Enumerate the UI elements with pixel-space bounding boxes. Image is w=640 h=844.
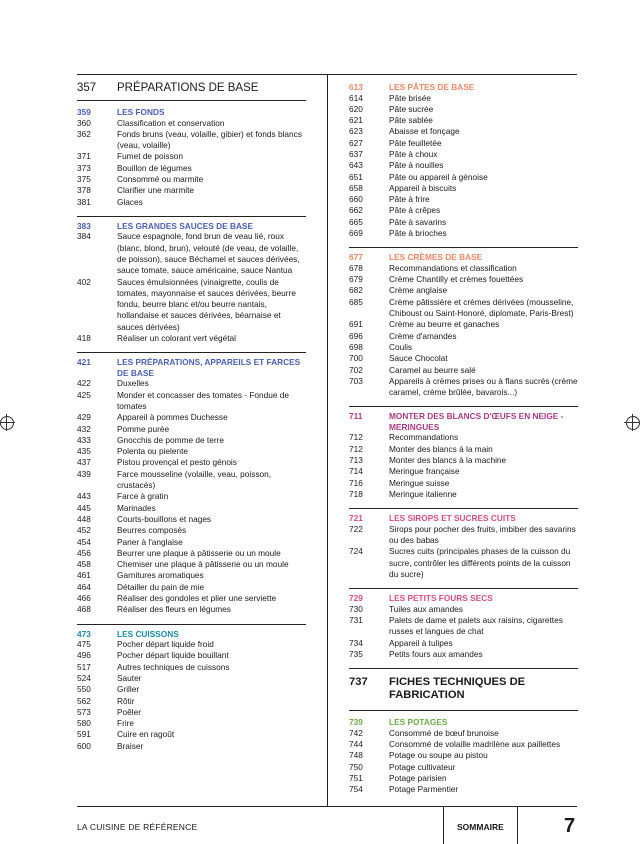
entry-title: Pâte à savarins (389, 216, 447, 227)
section-number: 473 (77, 628, 91, 639)
entry-page-number: 461 (77, 570, 91, 581)
toc-entry[interactable] (349, 489, 578, 500)
toc-entry[interactable] (349, 762, 578, 773)
toc-entry[interactable] (349, 455, 578, 466)
toc-entry[interactable] (77, 197, 306, 208)
entry-title: Consommé de volaille madrilène aux paillettes (389, 738, 561, 749)
entry-page-number: 466 (77, 592, 91, 603)
entry-page-number: 496 (77, 650, 91, 661)
entry-title: Meringue italienne (389, 488, 457, 499)
entry-page-number: 371 (77, 151, 91, 162)
section-title: LES CRÈMES DE BASE (389, 252, 483, 263)
toc-entry[interactable] (77, 570, 306, 581)
entry-title: Monter des blancs à la machine (389, 455, 507, 466)
toc-entry[interactable] (77, 718, 306, 729)
toc-entry[interactable] (77, 662, 306, 673)
toc-entry[interactable] (349, 149, 578, 160)
section-title: LES CUISSONS (117, 628, 179, 639)
entry-title: Meringue française (389, 466, 460, 477)
toc-entry[interactable] (349, 126, 578, 137)
section-number: 613 (349, 82, 363, 92)
toc-entry[interactable] (349, 546, 578, 580)
section-number: 729 (349, 593, 363, 604)
entry-page-number: 475 (77, 639, 91, 650)
entry-page-number: 452 (77, 525, 91, 536)
entry-page-number: 432 (77, 423, 91, 434)
chapter-title: FICHES TECHNIQUES DE FABRICATION (389, 676, 526, 702)
registration-mark-icon (626, 416, 640, 430)
entry-page-number: 754 (349, 784, 363, 795)
right-column (349, 82, 578, 795)
entry-page-number: 703 (349, 375, 363, 386)
entry-title: Pâte feuilletée (389, 137, 442, 148)
entry-page-number: 734 (349, 637, 363, 648)
entry-page-number: 744 (349, 738, 363, 749)
entry-title: Clarifier une marmite (117, 185, 194, 196)
entry-title: Braiser (117, 740, 144, 751)
entry-title: Recommandations et classification (389, 262, 517, 273)
entry-page-number: 373 (77, 162, 91, 173)
entry-page-number: 716 (349, 477, 363, 488)
toc-entry[interactable] (77, 491, 306, 502)
entry-page-number: 685 (349, 296, 363, 307)
entry-page-number: 439 (77, 468, 91, 479)
entry-title: Pâte sablée (389, 115, 433, 126)
toc-entry[interactable] (349, 274, 578, 285)
section-title: LES FONDS (117, 107, 165, 117)
entry-page-number: 458 (77, 559, 91, 570)
entry-title: Appareil à tulipes (389, 637, 453, 648)
toc-entry[interactable] (349, 649, 578, 660)
toc-entry[interactable] (349, 228, 578, 239)
right-sections (349, 82, 578, 660)
entry-page-number: 445 (77, 502, 91, 513)
entry-page-number: 627 (349, 137, 363, 148)
entry-page-number: 714 (349, 466, 363, 477)
entry-title: Duxelles (117, 378, 149, 389)
entry-title: Crème pâtissière et crèmes dérivées (mousseline, Chiboust ou Saint-Honoré, diplomate, Paris-Brest) (389, 296, 574, 319)
entry-title: Coulis (389, 341, 413, 352)
section-title: LES POTAGES (389, 717, 448, 728)
toc-entry[interactable] (77, 163, 306, 174)
section-divider (349, 668, 578, 669)
entry-page-number: 591 (77, 729, 91, 740)
section-heading (349, 252, 578, 263)
entry-title: Appareils à crèmes prises ou à flans sucrés (crème caramel, crème brûlée, bavarois...) (389, 375, 578, 398)
footer-section-label: SOMMAIRE (457, 822, 504, 832)
entry-title: Pâte à choux (389, 148, 438, 159)
section-divider (349, 406, 578, 407)
toc-entry[interactable] (77, 185, 306, 196)
toc-entry[interactable] (77, 129, 306, 152)
entry-title: Polenta ou pielente (117, 446, 189, 457)
entry-title: Potage cultivateur (389, 761, 456, 772)
registration-mark-icon (0, 416, 14, 430)
entry-title: Appareil à pommes Duchesse (117, 412, 228, 423)
entry-title: Griller (117, 684, 140, 695)
toc-entry[interactable] (349, 773, 578, 784)
toc-entry[interactable] (77, 118, 306, 129)
entry-page-number: 669 (349, 228, 363, 239)
section-heading (77, 629, 306, 640)
entry-title: Sauter (117, 672, 142, 683)
entry-page-number: 422 (77, 378, 91, 389)
entry-page-number: 658 (349, 182, 363, 193)
entry-title: Farce à gratin (117, 491, 169, 502)
toc-entry[interactable] (77, 469, 306, 492)
chapter-heading-fiches (349, 672, 578, 711)
entry-page-number: 713 (349, 455, 363, 466)
toc-entry[interactable] (77, 514, 306, 525)
toc-entry[interactable] (77, 151, 306, 162)
entry-page-number: 614 (349, 92, 363, 103)
footer-separator (517, 806, 518, 844)
toc-entry[interactable] (349, 604, 578, 615)
entry-page-number: 378 (77, 185, 91, 196)
entry-page-number: 437 (77, 457, 91, 468)
section-heading (349, 513, 578, 524)
entry-title: Palets de dame et palets aux raisins, cigarettes russes et langues de chat (389, 614, 563, 637)
entry-page-number: 524 (77, 672, 91, 683)
entry-page-number: 621 (349, 115, 363, 126)
entry-page-number: 700 (349, 353, 363, 364)
toc-entry[interactable] (77, 604, 306, 615)
entry-page-number: 665 (349, 216, 363, 227)
entry-title: Paner à l'anglaise (117, 536, 183, 547)
toc-entry[interactable] (349, 365, 578, 376)
entry-title: Bouillon de légumes (117, 162, 192, 173)
toc-entry[interactable] (349, 160, 578, 171)
chapter-number: 737 (349, 676, 368, 689)
entry-title: Courts-bouillons et nages (117, 513, 212, 524)
entry-title: Appareil à biscuits (389, 182, 457, 193)
toc-entry[interactable] (349, 478, 578, 489)
toc-entry[interactable] (349, 194, 578, 205)
section-number: 677 (349, 252, 363, 263)
entry-page-number: 620 (349, 103, 363, 114)
toc-entry[interactable] (77, 537, 306, 548)
entry-title: Farce mousseline (volaille, veau, poisson, crustacés) (117, 468, 272, 491)
toc-entry[interactable] (77, 333, 306, 344)
toc-entry[interactable] (349, 263, 578, 274)
entry-title: Crème Chantilly et crèmes fouettées (389, 274, 524, 285)
entry-page-number: 360 (77, 117, 91, 128)
toc-entry[interactable] (349, 466, 578, 477)
entry-page-number: 682 (349, 285, 363, 296)
entry-title: Chemiser une plaque à pâtisserie ou un moule (117, 559, 289, 570)
toc-entry[interactable] (349, 115, 578, 126)
toc-entry[interactable] (77, 673, 306, 684)
entry-page-number: 600 (77, 740, 91, 751)
toc-entry[interactable] (349, 728, 578, 739)
entry-page-number: 702 (349, 364, 363, 375)
entry-title: Consommé ou marmite (117, 173, 204, 184)
toc-entry[interactable] (349, 739, 578, 750)
section-number: 421 (77, 357, 91, 368)
entry-title: Fonds bruns (veau, volaille, gibier) et fonds blancs (veau, volaille) (117, 128, 302, 151)
entry-page-number: 375 (77, 173, 91, 184)
footer-separator (443, 806, 444, 844)
entry-title: Détailler du pain de mie (117, 581, 205, 592)
entry-page-number: 550 (77, 684, 91, 695)
left-sections (77, 107, 306, 752)
toc-entry[interactable] (349, 342, 578, 353)
toc-entry[interactable] (349, 432, 578, 443)
toc-entry[interactable] (349, 750, 578, 761)
entry-page-number: 712 (349, 443, 363, 454)
toc-entry[interactable] (77, 174, 306, 185)
section-heading (349, 82, 578, 93)
section-number: 711 (349, 411, 363, 422)
entry-title: Crème anglaise (389, 285, 448, 296)
entry-page-number: 724 (349, 546, 363, 557)
toc-entry[interactable] (349, 138, 578, 149)
entry-page-number: 712 (349, 432, 363, 443)
section-divider (77, 624, 306, 625)
entry-title: Rôtir (117, 695, 135, 706)
entry-page-number: 731 (349, 614, 363, 625)
entry-page-number: 454 (77, 536, 91, 547)
entry-title: Poêler (117, 706, 141, 717)
toc-entry[interactable] (77, 696, 306, 707)
toc-entry[interactable] (77, 277, 306, 333)
entry-page-number: 384 (77, 231, 91, 242)
entry-title: Pâte à nouilles (389, 160, 444, 171)
entry-page-number: 448 (77, 513, 91, 524)
entry-title: Réaliser des fleurs en légumes (117, 604, 231, 615)
toc-entry[interactable] (77, 729, 306, 740)
page-number: 7 (564, 815, 576, 837)
toc-entry[interactable] (349, 319, 578, 330)
entry-page-number: 580 (77, 718, 91, 729)
entry-title: Pâte ou appareil à génoise (389, 171, 488, 182)
toc-entry[interactable] (77, 446, 306, 457)
toc-entry[interactable] (77, 378, 306, 389)
entry-page-number: 662 (349, 205, 363, 216)
toc-entry[interactable] (349, 297, 578, 320)
entry-page-number: 643 (349, 160, 363, 171)
entry-title: Pâte brisée (389, 92, 431, 103)
entry-title: Pocher départ liquide bouillant (117, 650, 229, 661)
entry-page-number: 735 (349, 648, 363, 659)
entry-title: Potage parisien (389, 772, 447, 783)
entry-page-number: 698 (349, 341, 363, 352)
entry-page-number: 651 (349, 171, 363, 182)
entry-page-number: 722 (349, 523, 363, 534)
toc-entry[interactable] (349, 104, 578, 115)
toc-entry[interactable] (77, 639, 306, 650)
entry-title: Réaliser des gondoles et plier une serviette (117, 592, 277, 603)
toc-entry[interactable] (77, 412, 306, 423)
entry-title: Abaisse et fonçage (389, 126, 460, 137)
section-divider (349, 588, 578, 589)
entry-page-number: 718 (349, 488, 363, 499)
section-number: 721 (349, 513, 363, 524)
entry-page-number: 730 (349, 603, 363, 614)
entry-title: Pocher départ liquide froid (117, 639, 214, 650)
toc-entry[interactable] (77, 503, 306, 514)
chapter-number: 357 (77, 82, 97, 94)
footer-rule (77, 806, 577, 807)
section-title: LES GRANDES SAUCES DE BASE (117, 220, 253, 231)
entry-title: Sauce Chocolat (389, 353, 448, 364)
toc-entry[interactable] (77, 435, 306, 446)
entry-page-number: 623 (349, 126, 363, 137)
entry-page-number: 678 (349, 262, 363, 273)
footer-book-title: LA CUISINE DE RÉFÉRENCE (77, 822, 198, 832)
entry-page-number: 443 (77, 491, 91, 502)
section-divider (77, 216, 306, 217)
entry-page-number: 468 (77, 604, 91, 615)
section-title: LES PÂTES DE BASE (389, 82, 475, 92)
toc-entry[interactable] (349, 285, 578, 296)
toc-entry[interactable] (77, 593, 306, 604)
entry-title: Pâte à frire (389, 194, 430, 205)
entry-page-number: 425 (77, 389, 91, 400)
section-heading (349, 411, 578, 432)
entry-page-number: 517 (77, 661, 91, 672)
entry-title: Monter des blancs à la main (389, 443, 493, 454)
entry-page-number: 402 (77, 276, 91, 287)
section-number: 359 (77, 107, 91, 117)
entry-title: Monder et concasser des tomates - Fondue de tomates (117, 389, 290, 411)
entry-page-number: 750 (349, 761, 363, 772)
toc-entry[interactable] (77, 650, 306, 661)
entry-page-number: 562 (77, 695, 91, 706)
section-title: LES SIROPS ET SUCRES CUITS (389, 513, 516, 524)
entry-page-number: 435 (77, 446, 91, 457)
toc-entry[interactable] (349, 615, 578, 638)
section-heading (77, 221, 306, 232)
entry-page-number: 742 (349, 727, 363, 738)
entry-page-number: 691 (349, 319, 363, 330)
entry-title: Garnitures aromatiques (117, 570, 204, 581)
toc-entry[interactable] (77, 741, 306, 752)
column-divider (327, 74, 328, 806)
entry-page-number: 429 (77, 412, 91, 423)
entry-title: Crème au beurre et ganaches (389, 319, 500, 330)
entry-title: Crème d'amandes (389, 330, 457, 341)
entry-title: Recommandations (389, 432, 459, 443)
entry-title: Frire (117, 718, 135, 729)
section-heading (77, 107, 306, 118)
entry-title: Pomme purée (117, 423, 170, 434)
entry-title: Classification et conservation (117, 117, 225, 128)
toc-entry[interactable] (77, 684, 306, 695)
entry-title: Tuiles aux amandes (389, 603, 463, 614)
entry-title: Cuire en ragoût (117, 729, 175, 740)
entry-page-number: 464 (77, 581, 91, 592)
entry-title: Sauce espagnole, fond brun de veau lié, roux (blanc, blond, brun), velouté (de veau, de volaille, de poisson), sauce Béchamel et sauces dérivées, sauce tomate, sauce américaine, sauce Nantua (117, 231, 300, 276)
toc-entry[interactable] (77, 707, 306, 718)
entry-title: Meringue suisse (389, 477, 450, 488)
chapter-heading (77, 82, 306, 101)
toc-entry[interactable] (77, 457, 306, 468)
toc-entry[interactable] (349, 331, 578, 342)
entry-title: Pâte à crêpes (389, 205, 441, 216)
section-heading (349, 593, 578, 604)
entry-page-number: 748 (349, 750, 363, 761)
entry-page-number: 573 (77, 706, 91, 717)
toc-entry[interactable] (349, 172, 578, 183)
toc-entry[interactable] (349, 93, 578, 104)
toc-entry[interactable] (77, 559, 306, 570)
entry-title: Consommé de bœuf brunoise (389, 727, 499, 738)
entry-page-number: 751 (349, 772, 363, 783)
toc-entry[interactable] (77, 582, 306, 593)
entry-title: Beurrer une plaque à pâtisserie ou un moule (117, 547, 281, 558)
section-number: 739 (349, 717, 363, 728)
toc-entry[interactable] (349, 638, 578, 649)
toc-entry[interactable] (77, 231, 306, 276)
toc-entry[interactable] (77, 548, 306, 559)
toc-entry[interactable] (77, 525, 306, 536)
entry-title: Pâte à brioches (389, 228, 447, 239)
entry-title: Sauces émulsionnées (vinaigrette, coulis de tomates, mayonnaise et sauces dérivées, beurre fondu, beurre blanc et/ou beurre nantais, hollandaise et sauces dérivées, béarnaise et sauces dérivées) (117, 276, 296, 332)
entry-title: Pistou provençal et pesto génois (117, 457, 237, 468)
entry-title: Caramel au beurre salé (389, 364, 476, 375)
entry-title: Réaliser un colorant vert végétal (117, 333, 236, 344)
section-divider (349, 247, 578, 248)
toc-entry[interactable] (77, 424, 306, 435)
section-divider (349, 508, 578, 509)
toc-entry[interactable] (349, 183, 578, 194)
entry-title: Sirops pour pocher des fruits, imbiber des savarins ou des babas (389, 523, 576, 545)
entry-title: Sucres cuits (principales phases de la cuisson du sucre, contrôler les différents points de la cuisson du sucre) (389, 546, 571, 579)
potages-section (349, 717, 578, 795)
entry-page-number: 433 (77, 434, 91, 445)
entry-title: Autres techniques de cuissons (117, 661, 230, 672)
entry-page-number: 679 (349, 274, 363, 285)
entry-title: Potage ou soupe au pistou (389, 750, 488, 761)
section-heading (349, 717, 578, 728)
entry-page-number: 418 (77, 333, 91, 344)
entry-page-number: 362 (77, 128, 91, 139)
entry-title: Beurres composés (117, 525, 187, 536)
entry-title: Fumet de poisson (117, 151, 183, 162)
entry-title: Marinades (117, 502, 156, 513)
chapter-title: PRÉPARATIONS DE BASE (117, 82, 259, 94)
entry-title: Glaces (117, 196, 143, 207)
section-number: 383 (77, 220, 91, 231)
entry-title: Gnocchis de pomme de terre (117, 434, 224, 445)
entry-page-number: 637 (349, 148, 363, 159)
toc-entry[interactable] (349, 524, 578, 547)
section-title: LES PRÉPARATIONS, APPAREILS ET FARCES DE BASE (117, 357, 301, 378)
toc-entry[interactable] (349, 217, 578, 228)
entry-page-number: 456 (77, 547, 91, 558)
section-divider (77, 352, 306, 353)
entry-page-number: 696 (349, 330, 363, 341)
toc-entry[interactable] (77, 390, 306, 413)
section-title: LES PETITS FOURS SECS (389, 593, 493, 604)
section-title: MONTER DES BLANCS D'ŒUFS EN NEIGE - MERINGUES (389, 411, 564, 432)
section-heading (77, 357, 306, 378)
left-column (77, 82, 306, 752)
entry-title: Potage Parmentier (389, 784, 459, 795)
toc-entry[interactable] (349, 376, 578, 399)
entry-page-number: 660 (349, 194, 363, 205)
toc-entry[interactable] (349, 444, 578, 455)
toc-entry[interactable] (349, 353, 578, 364)
entry-title: Pâte sucrée (389, 103, 434, 114)
entry-title: Petits fours aux amandes (389, 648, 483, 659)
toc-entry[interactable] (349, 205, 578, 216)
toc-entry[interactable] (349, 784, 578, 795)
entry-page-number: 381 (77, 196, 91, 207)
